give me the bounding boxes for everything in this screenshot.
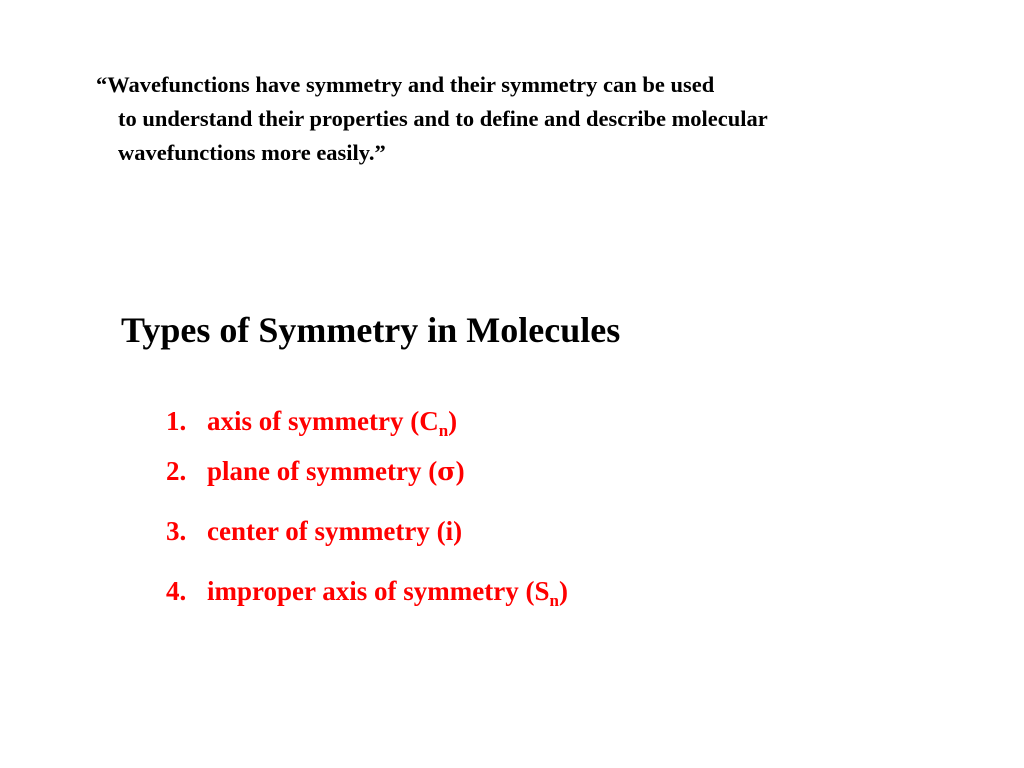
quote-line-2: to understand their properties and to define and describe molecular [118,106,768,131]
quote-line-3: wavefunctions more easily.” [118,140,386,165]
list-item-number: 4. [166,576,187,606]
list-item-label: axis of symmetry (C [207,406,439,436]
list-item-suffix: ) [558,576,568,606]
list-item-suffix: ) [448,406,458,436]
list-item [166,574,568,608]
list-item [166,454,465,489]
list-item-number: 3. [166,516,187,546]
list-item-subscript: n [549,591,559,610]
list-item [166,514,462,548]
list-item-label: center of symmetry (i) [207,516,463,546]
list-item-number: 1. [166,406,187,436]
section-heading: Types of Symmetry in Molecules [121,310,621,350]
quote-line-1: “Wavefunctions have symmetry and their symmetry can be used [96,72,715,97]
list-item-label: improper axis of symmetry (S [207,576,550,606]
list-item [166,404,457,438]
sigma-symbol: σ [437,457,456,486]
list-item-label: plane of symmetry ( [207,456,438,486]
list-item-suffix: ) [455,456,465,486]
list-item-subscript: n [438,421,449,440]
quote-text [96,68,768,170]
list-item-number: 2. [166,456,187,486]
